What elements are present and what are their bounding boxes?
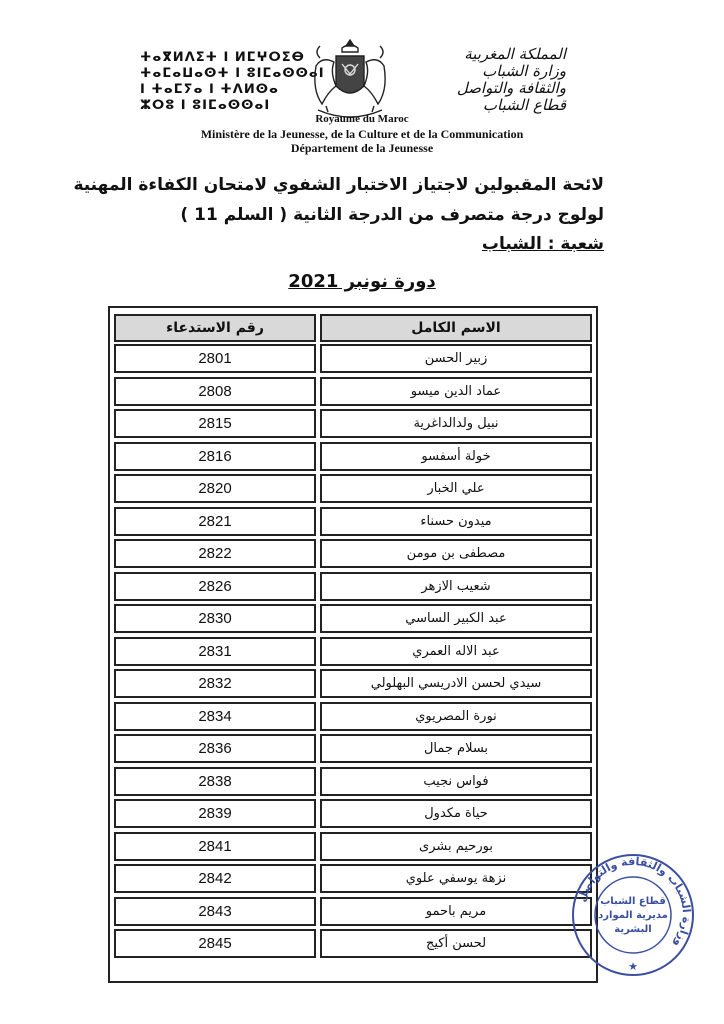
full-name-cell: لحسن أكيج — [320, 929, 592, 958]
candidates-table — [108, 306, 598, 983]
invitation-number-cell: 2816 — [114, 442, 316, 471]
arabic-header-line-4: قطاع الشباب — [482, 96, 566, 114]
invitation-number-cell: 2836 — [114, 734, 316, 763]
full-name-cell: بورحيم بشرى — [320, 832, 592, 861]
royaume-label: Royaume du Maroc — [315, 113, 409, 125]
invitation-number-cell: 2841 — [114, 832, 316, 861]
table-row — [110, 734, 596, 763]
table-row — [110, 637, 596, 666]
table-row — [110, 604, 596, 633]
invitation-number-cell: 2843 — [114, 897, 316, 926]
full-name-cell: ميدون حسناء — [320, 507, 592, 536]
table-row — [110, 767, 596, 796]
invitation-number-cell: 2838 — [114, 767, 316, 796]
full-name-cell: مصطفى بن مومن — [320, 539, 592, 568]
table-row — [110, 442, 596, 471]
header-number: رقم الاستدعاء — [114, 314, 316, 342]
tifinagh-header — [140, 50, 325, 114]
full-name-cell: سيدي لحسن الادريسي البهلولي — [320, 669, 592, 698]
branch-label: شعبة : الشباب — [481, 234, 604, 254]
arabic-header-line-3: والثقافة والتواصل — [456, 79, 566, 97]
tifinagh-line-1: ⵜⴰⴳⵍⴷⵉⵜ ⵏ ⵍⵎⵖⵔⵉⴱ — [140, 50, 305, 65]
arabic-header — [396, 46, 566, 114]
invitation-number-cell: 2842 — [114, 864, 316, 893]
document-title-line-2: لولوج درجة متصرف من الدرجة الثانية ( السلم 11 ) — [180, 205, 604, 225]
table-row — [110, 539, 596, 568]
stamp-line-3: البشرية — [614, 924, 652, 935]
invitation-number-cell: 2821 — [114, 507, 316, 536]
full-name-cell: نزهة يوسفي علوي — [320, 864, 592, 893]
invitation-number-cell: 2815 — [114, 409, 316, 438]
invitation-number-cell: 2801 — [114, 344, 316, 373]
ministere-label: Ministère de la Jeunesse, de la Culture et de la Communication — [200, 127, 524, 141]
table-row — [110, 344, 596, 373]
table-row — [110, 572, 596, 601]
invitation-number-cell: 2845 — [114, 929, 316, 958]
full-name-cell: عبد الاله العمري — [320, 637, 592, 666]
full-name-cell: شعيب الازهر — [320, 572, 592, 601]
stamp-line-2: مديرية الموارد — [598, 910, 668, 921]
full-name-cell: عماد الدين ميسو — [320, 377, 592, 406]
star-icon: ★ — [628, 960, 638, 973]
table-row — [110, 864, 596, 893]
table-row — [110, 377, 596, 406]
table-row — [110, 702, 596, 731]
invitation-number-cell: 2826 — [114, 572, 316, 601]
official-stamp — [570, 852, 696, 978]
header-name: الاسم الكامل — [320, 314, 592, 342]
invitation-number-cell: 2830 — [114, 604, 316, 633]
full-name-cell: فواس نجيب — [320, 767, 592, 796]
session-label: دورة نونبر 2021 — [288, 271, 436, 292]
table-row — [110, 929, 596, 958]
invitation-number-cell: 2839 — [114, 799, 316, 828]
stamp-outer-text: وزارة الشباب والثقافة والتواصل — [574, 854, 694, 950]
full-name-cell: حياة مكدول — [320, 799, 592, 828]
full-name-cell: بسلام جمال — [320, 734, 592, 763]
table-row — [110, 799, 596, 828]
invitation-number-cell: 2831 — [114, 637, 316, 666]
table-row — [110, 507, 596, 536]
full-name-cell: عبد الكبير الساسي — [320, 604, 592, 633]
arabic-header-line-1: المملكة المغربية — [464, 45, 566, 63]
table-row — [110, 669, 596, 698]
full-name-cell: خولة أسفسو — [320, 442, 592, 471]
tifinagh-line-3: ⵏ ⵜⴰⵎⵢⴰ ⵏ ⵜⴷⵍⵙⴰ — [140, 82, 279, 97]
invitation-number-cell: 2834 — [114, 702, 316, 731]
tifinagh-line-2: ⵜⴰⵎⴰⵡⴰⵙⵜ ⵏ ⵓⵏⵎⴰⵙⵙⴰⵏ — [140, 66, 325, 81]
stamp-line-1: قطاع الشباب — [600, 896, 666, 907]
arabic-header-line-2: وزارة الشباب — [482, 62, 566, 80]
full-name-cell: مريم باحمو — [320, 897, 592, 926]
table-row — [110, 474, 596, 503]
invitation-number-cell: 2822 — [114, 539, 316, 568]
invitation-number-cell: 2832 — [114, 669, 316, 698]
full-name-cell: نورة المصريوي — [320, 702, 592, 731]
full-name-cell: علي الخبار — [320, 474, 592, 503]
full-name-cell: نبيل ولدالداغرية — [320, 409, 592, 438]
tifinagh-line-4: ⵣⵔⵓ ⵏ ⵓⵏⵎⴰⵙⵙⴰⵏ — [140, 98, 271, 113]
departement-label: Département de la Jeunesse — [290, 141, 434, 155]
table-row — [110, 832, 596, 861]
full-name-cell: زبير الحسن — [320, 344, 592, 373]
table-row — [110, 409, 596, 438]
invitation-number-cell: 2808 — [114, 377, 316, 406]
invitation-number-cell: 2820 — [114, 474, 316, 503]
document-title-line-1: لائحة المقبولين لاجتياز الاختبار الشفوي لامتحان الكفاءة المهنية — [73, 175, 604, 195]
table-row — [110, 897, 596, 926]
royal-emblem-icon — [304, 36, 396, 124]
